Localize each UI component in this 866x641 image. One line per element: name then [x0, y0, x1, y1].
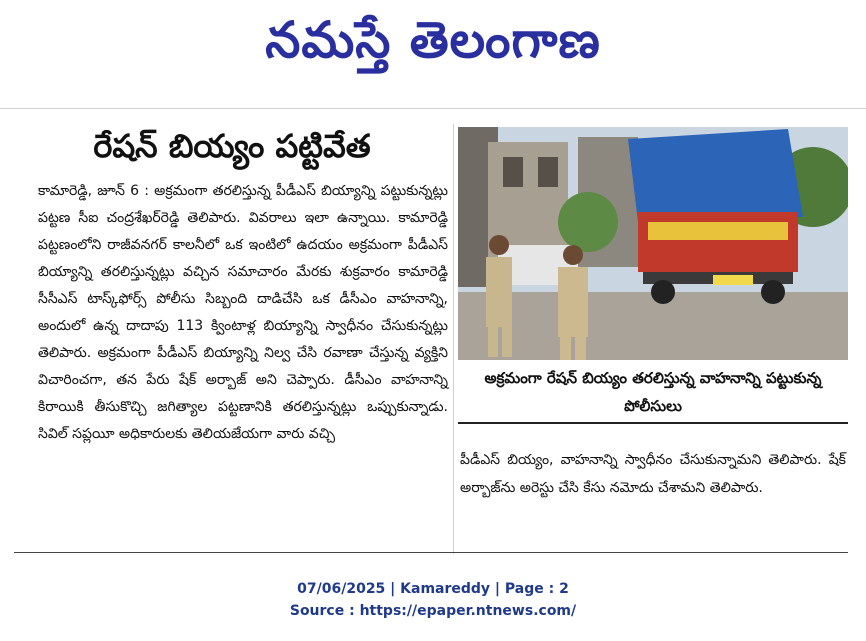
header-divider — [0, 108, 866, 109]
article-photo — [458, 127, 848, 360]
article-body-right: పీడీఎస్ బియ్యం, వాహనాన్ని స్వాధీనం చేసుకున్నామని తెలిపారు. షేక్ అర్బాజ్‌ను అరెస్టు చేసి కేసు నమోదు చేశామని తెలిపారు. — [460, 452, 846, 496]
footer-divider — [14, 552, 848, 553]
masthead — [0, 4, 866, 76]
masthead-title: నమస్తే తెలంగాణ — [265, 11, 601, 69]
article-body-left: కామారెడ్డి, జూన్ 6 : అక్రమంగా తరలిస్తున్న పీడీఎస్ బియ్యాన్ని పట్టుకున్నట్లు పట్టణ సీఐ చంద్రశేఖర్‌రెడ్డి తెలిపారు. వివరాలు ఇలా ఉన్నాయి. కామారెడ్డి పట్టణంలోని రాజీవనగర్ కాలనీలో ఒక ఇంటిలో ఉదయం అక్రమంగా పీడీఎస్ బియ్యాన్ని తరలిస్తున్నట్లు వచ్చిన సమాచారం మేరకు శుక్రవారం కామారెడ్డి సీసీఎస్ టాస్క్‌ఫోర్స్ పోలీసు సిబ్బంది దాడిచేసి ఒక డీసీఎం వాహనాన్ని, అందులో ఉన్న దాదాపు 113 క్వింటాళ్ల బియ్యాన్ని స్వాధీనం చేసుకున్నట్లు తెలిపారు. అక్రమంగా పీడీఎస్ బియ్యాన్ని నిల్వ చేసి రవాణా చేస్తున్న వ్యక్తిని విచారించగా, తన పేరు షేక్ అర్బాజ్ అని చెప్పారు. డీసీఎం వాహనాన్ని కిరాయికి తీసుకొచ్చి జగిత్యాల పట్టణానికి తరలిస్తున్నట్లు ఒప్పుకున్నాడు. సివిల్ సప్లయీ అధికారులకు తెలియజేయగా వారు వచ్చి — [38, 183, 448, 442]
footer-date-location-page: 07/06/2025 | Kamareddy | Page : 2 — [297, 581, 569, 597]
column-divider — [453, 124, 454, 554]
photo-caption: అక్రమంగా రేషన్ బియ్యం తరలిస్తున్న వాహనాన్ని పట్టుకున్న పోలీసులు — [458, 360, 848, 424]
truck-police-image — [458, 127, 848, 360]
footer — [0, 578, 866, 622]
article-headline: రేషన్ బియ్యం పట్టివేత — [93, 127, 371, 165]
footer-source-link[interactable]: Source : https://epaper.ntnews.com/ — [289, 603, 577, 619]
news-article — [22, 118, 848, 554]
